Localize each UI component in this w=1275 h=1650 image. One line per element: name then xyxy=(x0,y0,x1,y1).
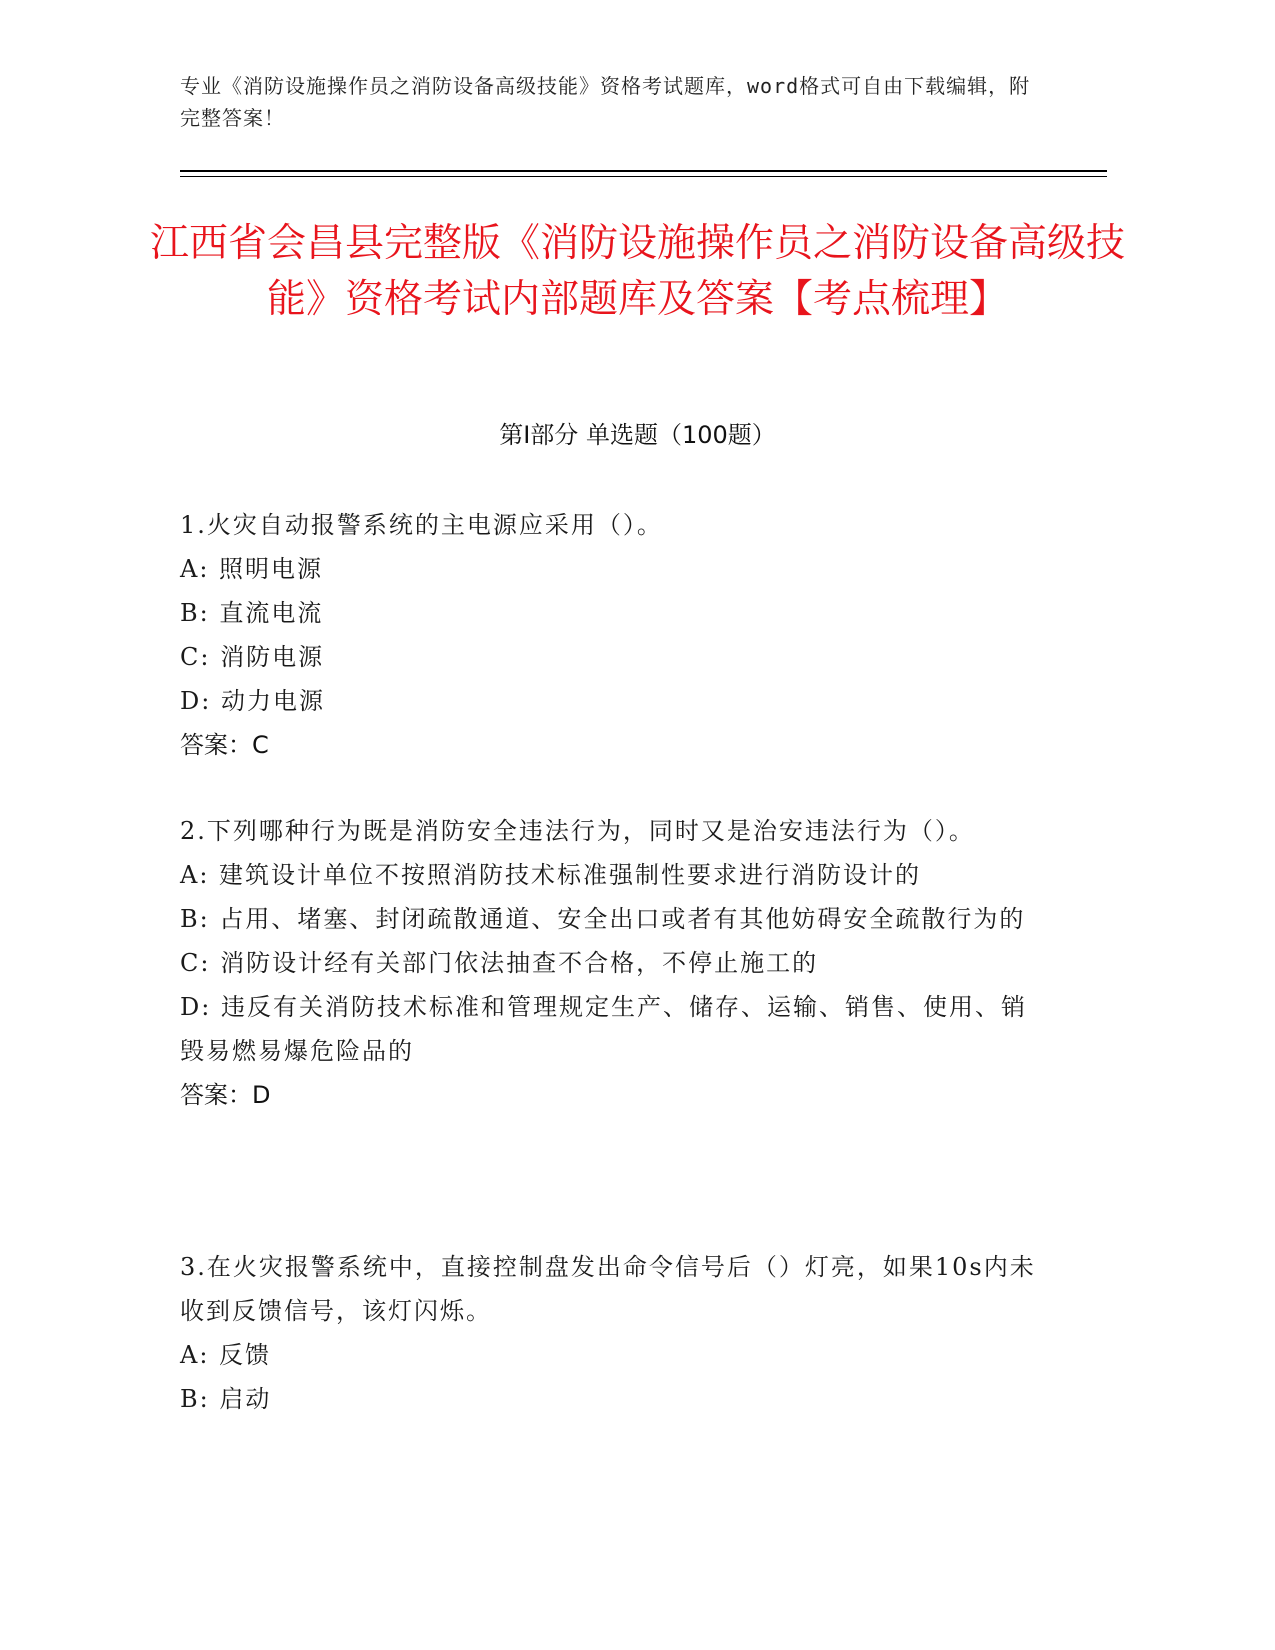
header-divider-thin xyxy=(180,176,1107,177)
question-1 xyxy=(180,503,1040,767)
option-b: B: 直流电流 xyxy=(180,599,324,627)
option-b: B: 启动 xyxy=(180,1385,272,1413)
option-d: D: 违反有关消防技术标准和管理规定生产、储存、运输、销售、使用、销毁易燃易爆危险品的 xyxy=(180,993,1027,1065)
option-a: A: 反馈 xyxy=(180,1341,272,1369)
question-stem: 1.火灾自动报警系统的主电源应采用（）。 xyxy=(180,511,663,539)
document-title: 江西省会昌县完整版《消防设施操作员之消防设备高级技能》资格考试内部题库及答案【考点梳理】 xyxy=(150,221,1126,322)
option-a: A: 建筑设计单位不按照消防技术标准强制性要求进行消防设计的 xyxy=(180,861,922,889)
option-b: B: 占用、堵塞、封闭疏散通道、安全出口或者有其他妨碍安全疏散行为的 xyxy=(180,905,1026,933)
answer: 答案：C xyxy=(180,731,269,759)
header-divider-thick xyxy=(180,170,1107,172)
question-stem: 2.下列哪种行为既是消防安全违法行为，同时又是治安违法行为（）。 xyxy=(180,817,975,845)
section-heading: 第I部分 单选题（100题） xyxy=(499,421,776,449)
option-d: D: 动力电源 xyxy=(180,687,325,715)
answer: 答案：D xyxy=(180,1081,271,1109)
option-c: C: 消防电源 xyxy=(180,643,325,671)
question-stem: 3.在火灾报警系统中，直接控制盘发出命令信号后（）灯亮，如果10s内未收到反馈信号，该灯闪烁。 xyxy=(180,1253,1036,1325)
option-a: A: 照明电源 xyxy=(180,555,324,583)
question-2 xyxy=(180,809,1040,1117)
header-note: 专业《消防设施操作员之消防设备高级技能》资格考试题库，word格式可自由下载编辑，附完整答案！ xyxy=(180,74,1031,130)
question-3 xyxy=(180,1245,1040,1421)
option-c: C: 消防设计经有关部门依法抽查不合格，不停止施工的 xyxy=(180,949,819,977)
